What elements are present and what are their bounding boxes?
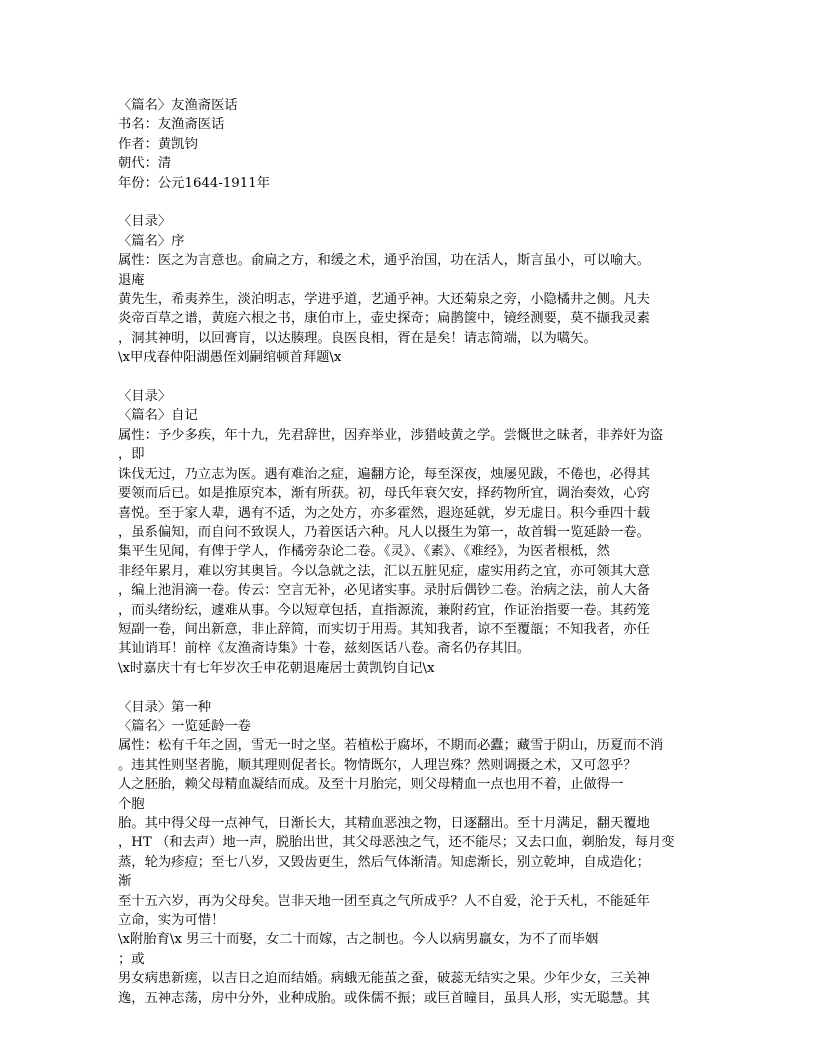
header-line: 作者：黄凯钧 (118, 136, 198, 152)
text-line: 其讪诮耳！前梓《友渔斋诗集》十卷，兹刻医话八卷。斋名仍存其旧。 (118, 641, 531, 657)
text-line: ，洞其神明，以回膏肓，以达腠理。良医良相，胥在是矣！请志简端，以为嚆矢。 (118, 330, 597, 346)
text-line: ，虽系偏知，而自问不致误人，乃着医话六种。凡人以摄生为第一，故首辑一览延龄一卷。 (118, 524, 650, 540)
header-block (118, 96, 698, 193)
text-line: 〈目录〉 (118, 389, 172, 405)
section-gap (118, 368, 698, 387)
text-line: 胎。其中得父母一点神气，日渐长大，其精血恶浊之物，日逐翻出。至十月满足，翻天覆地 (118, 815, 650, 831)
section-self-record (118, 387, 698, 678)
section-gap (118, 678, 698, 697)
text-line: 〈篇名〉序 (118, 233, 185, 249)
text-line: 个胞 (118, 796, 145, 812)
header-line: 年份：公元1644-1911年 (118, 175, 270, 191)
text-line: ，而头绪纷纭，遽难从事。今以短章包括，直指源流，兼附药宜，作证治指要一卷。其药笼 (118, 602, 650, 618)
text-line: 属性：松有千年之固，雪无一时之坚。若植松于腐坏，不期而必蠹；藏雪于阴山，历夏而不消 (118, 738, 664, 754)
text-line: 蒸，轮为疹痘；至七八岁，又毁齿更生，然后气体渐清。知虑渐长，别立乾坤，自成造化； (118, 854, 650, 870)
text-line: 至十五六岁，再为父母矣。岂非天地一团至真之气所成乎？人不自爱，沦于夭札，不能延年 (118, 893, 650, 909)
text-line: ；或 (118, 951, 145, 967)
text-line: 立命，实为可惜！ (118, 913, 225, 929)
text-line: \x甲戌春仲阳湖愚侄刘嗣绾顿首拜题\x (118, 350, 342, 366)
text-line: 非经年累月，难以穷其奥旨。今以急就之法，汇以五脏见症，虚实用药之宜，亦可领其大意 (118, 563, 650, 579)
text-line: 逸，五神志荡，房中分外，业种成胎。或侏儒不振；或巨首瞳目，虽具人形，实无聪慧。其 (118, 990, 650, 1006)
text-line: \x附胎育\x 男三十而娶，女二十而嫁，古之制也。今人以病男羸女，为不了而毕姻 (118, 932, 599, 948)
text-line: 短副一卷，间出新意，非止辞简，而实切于用焉。其知我者，谅不至覆瓿；不知我者，亦任 (118, 621, 650, 637)
text-line: ，编上池涓滴一卷。传云：空言无补，必见诸实事。录肘后偶钞二卷。治病之法，前人大备 (118, 583, 650, 599)
text-line: 人之胚胎，赖父母精血凝结而成。及至十月胎完，则父母精血一点也用不着，止做得一 (118, 777, 624, 793)
header-line: 〈篇名〉友渔斋医话 (118, 98, 238, 113)
text-line: 集平生见闻，有俾于学人，作橘旁杂论二卷。《灵》、《素》、《难经》，为医者根柢，然 (118, 544, 610, 560)
text-line: 喜悦。至于家人辈，遇有不适，为之处方，亦多霍然，遐迩延就，岁无虚日。积今垂四十载 (118, 505, 650, 521)
section-first-kind (118, 698, 698, 1009)
text-line: 属性：医之为言意也。俞扁之方，和缓之术，通乎治国，功在活人，斯言虽小，可以喻大。 (118, 253, 650, 269)
section-gap (118, 193, 698, 212)
text-line: 〈篇名〉自记 (118, 408, 198, 424)
text-line: \x时嘉庆十有七年岁次壬申花朝退庵居士黄凯钧自记\x (118, 660, 435, 676)
text-line: 渐 (118, 874, 132, 890)
text-line: 诛伐无过，乃立志为医。遇有难治之症，遍翻方论，每至深夜，烛屡见跋，不倦也，必得其 (118, 466, 650, 482)
text-line: 属性：予少多疾，年十九，先君辞世，因弃举业，涉猎岐黄之学。尝慨世之昧者，非养奸为盗 (118, 427, 664, 443)
text-line: 要领而后已。如是推原究本，渐有所获。初，母氏年衰欠安，择药物所宜，调治奏效，心窍 (118, 486, 650, 502)
header-line: 朝代：清 (118, 156, 172, 172)
text-line: 炎帝百草之谱，黄庭六根之书，康伯市上，壶史探奇；扁鹊箧中，镜经测要，莫不撷我灵素 (118, 311, 650, 327)
text-line: 〈目录〉 (118, 214, 172, 230)
text-line: 〈目录〉第一种 (118, 699, 212, 715)
text-line: 男女病患新瘥，以吉日之迫而结婚。病蛾无能茧之蚕，破蕊无结实之果。少年少女，三关神 (118, 971, 650, 987)
text-line: 。违其性则坚者脆，顺其理则促者长。物情既尔，人理岂殊？然则调摄之术，又可忽乎？ (118, 757, 637, 773)
header-line: 书名：友渔斋医话 (118, 117, 225, 133)
text-line: 退庵 (118, 272, 145, 288)
text-line: 黄先生，希夷养生，淡泊明志，学进乎道，艺通乎神。大还菊泉之旁，小隐橘井之侧。凡夫 (118, 292, 650, 308)
section-preface (118, 212, 698, 367)
text-line: 〈篇名〉一览延龄一卷 (118, 718, 251, 734)
text-line: ，HT （和去声）地一声，脱胎出世，其父母恶浊之气，还不能尽；又去口血，剃胎发，每月变 (118, 835, 675, 851)
text-line: ，即 (118, 447, 145, 463)
document-page (118, 96, 698, 1008)
